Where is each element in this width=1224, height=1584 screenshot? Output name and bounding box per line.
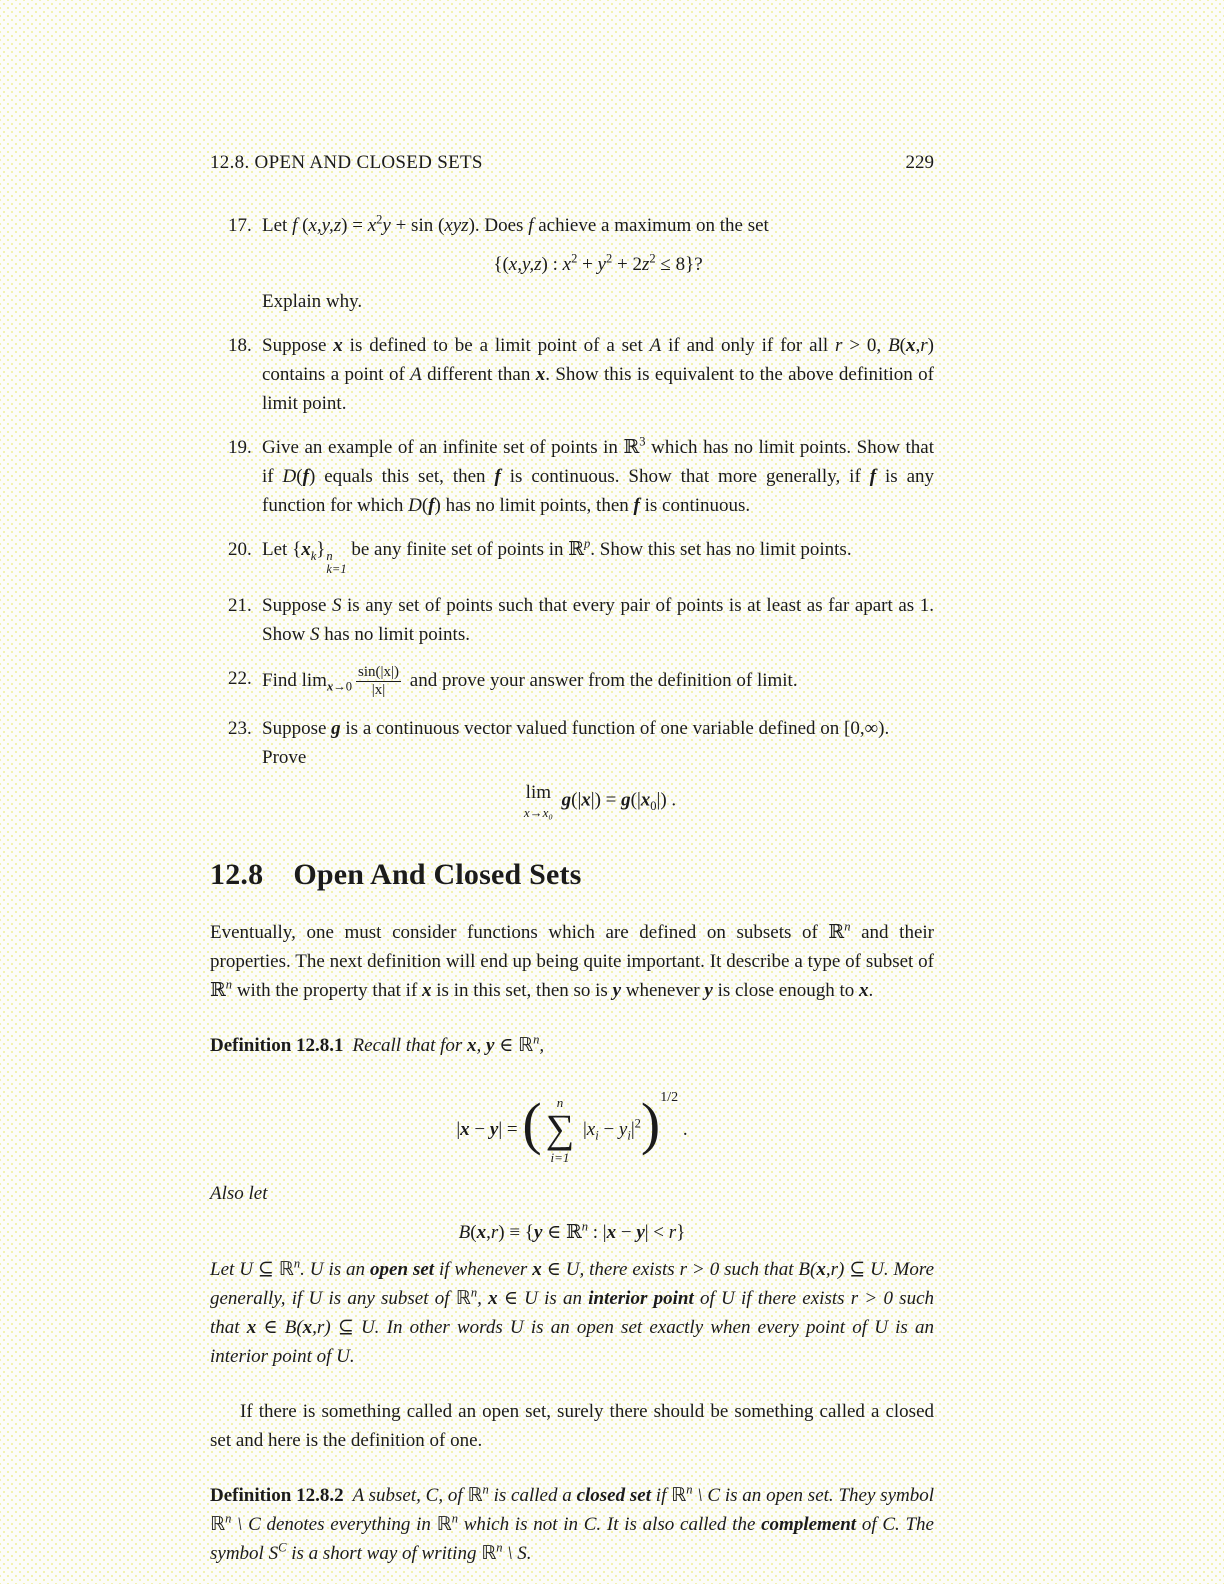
running-section-title: 12.8. OPEN AND CLOSED SETS bbox=[210, 152, 483, 173]
display-equation-limit: lim x→x₀ $g(|x|) = g(|x_0|)$ . bbox=[523, 782, 677, 821]
display-equation-norm: |x − y| = ( n ∑ i=1 $|x_i - y_i|^2)^{1/2}$ . bbox=[456, 1090, 688, 1166]
exercise-18 bbox=[210, 331, 934, 418]
exercise-20 bbox=[210, 535, 934, 576]
definition-text: A subset, C, of ℝ$^n$ is called a closed set if ℝ$^n$ \ C is an open set. They symbol ℝ$^n$ \ C denotes everything in ℝ$^n$ which is not in C. It is also called the complement of C. The symbol $S^C$ is a short way of writing ℝ$^n$ \ S. bbox=[210, 1482, 935, 1565]
intro-paragraph: Eventually, one must consider functions which are defined on subsets of ℝ$^n$ and their properties. The next definition will end up being quite important. It describe a type of subset of ℝ$^n$ with the property that if x is in this set, then so is y whenever y is close enough to x. bbox=[210, 919, 934, 1002]
definition-text: Recall that for x, y ∈ ℝ$^n$, bbox=[352, 1032, 545, 1057]
exercise-text: Prove bbox=[262, 747, 307, 769]
exercise-23 bbox=[210, 714, 934, 820]
exercise-21 bbox=[210, 591, 934, 649]
definition-label: Definition 12.8.2 bbox=[210, 1485, 344, 1507]
exercise-number: 19. bbox=[228, 437, 252, 458]
definition-12-8-1 bbox=[210, 1031, 934, 1060]
section-number: 12.8 bbox=[210, 858, 264, 892]
exercise-number: 22. bbox=[228, 668, 252, 690]
exercise-number: 23. bbox=[228, 718, 252, 740]
exercise-number: 18. bbox=[228, 335, 252, 356]
exercise-19 bbox=[210, 433, 934, 520]
exercise-22 bbox=[210, 664, 934, 699]
section-title: Open And Closed Sets bbox=[293, 858, 582, 892]
definition-12-8-2 bbox=[210, 1481, 934, 1568]
exercise-text: Suppose S is any set of points such that every pair of points is at least as far apart as 1. Show S has no limit points. bbox=[262, 595, 934, 646]
exercise-number: 20. bbox=[228, 539, 252, 560]
exercise-text: Give an example of an infinite set of points in ℝ$^3$ which has no limit points. Show that if D(f) equals this set, then f is continuous. Show that more generally, if f is any function for which D(f) has no limit points, then f is continuous. bbox=[262, 434, 935, 516]
exercise-number: 21. bbox=[228, 595, 252, 617]
exercise-number: 17. bbox=[228, 215, 252, 236]
exercise-text: Explain why. bbox=[262, 291, 363, 312]
page-header bbox=[210, 148, 934, 177]
page-number: 229 bbox=[905, 152, 934, 173]
textbook-page bbox=[210, 0, 934, 1568]
closed-set-intro-paragraph: If there is something called an open set, surely there should be something called a closed set and here is the definition of one. bbox=[210, 1401, 934, 1452]
open-set-paragraph: Let U ⊆ ℝ$^n$. U is an open set if whenever x ∈ U, there exists r > 0 such that B(x,r) ⊆ U. More generally, if U is any subset of ℝ$^n$, x ∈ U is an interior point of U if there exists r > 0 such that x ∈ B(x,r) ⊆ U. In other words U is an open set exactly when every point of U is an interior point of U. bbox=[210, 1256, 935, 1368]
also-let-text: Also let bbox=[210, 1183, 268, 1205]
exercise-text: Let $\{x_k\}$ n k=1 be any finite set of points in ℝ$^p$. Show this set has no limit points. bbox=[262, 536, 852, 577]
exercise-text: Suppose g is a continuous vector valued function of one variable defined on [0,∞). bbox=[262, 718, 890, 740]
display-equation-ball: B(x,r) ≡ {y ∈ ℝ$^n$ : |x − y| < r} bbox=[458, 1219, 686, 1244]
display-equation-set: {(x,y,z) : $x^2 + y^2 + 2z^2 \le 8$}? bbox=[493, 251, 703, 275]
exercise-text: Let f $(x,y,z) = x^2y + \sin (xyz)$. Does f achieve a maximum on the set bbox=[262, 212, 769, 236]
exercise-text: Find $\lim_{x\to 0}$ $\frac{\sin(|x|)}{|x|}$ and prove your answer from the definition of limit. bbox=[262, 664, 798, 699]
definition-label: Definition 12.8.1 bbox=[210, 1035, 344, 1057]
exercise-text: Suppose x is defined to be a limit point of a set A if and only if for all r > 0, B(x,r) contains a point of A different than x. Show this is equivalent to the above definition of limit point. bbox=[262, 335, 934, 414]
exercise-17 bbox=[210, 211, 934, 316]
section-heading bbox=[210, 858, 934, 892]
